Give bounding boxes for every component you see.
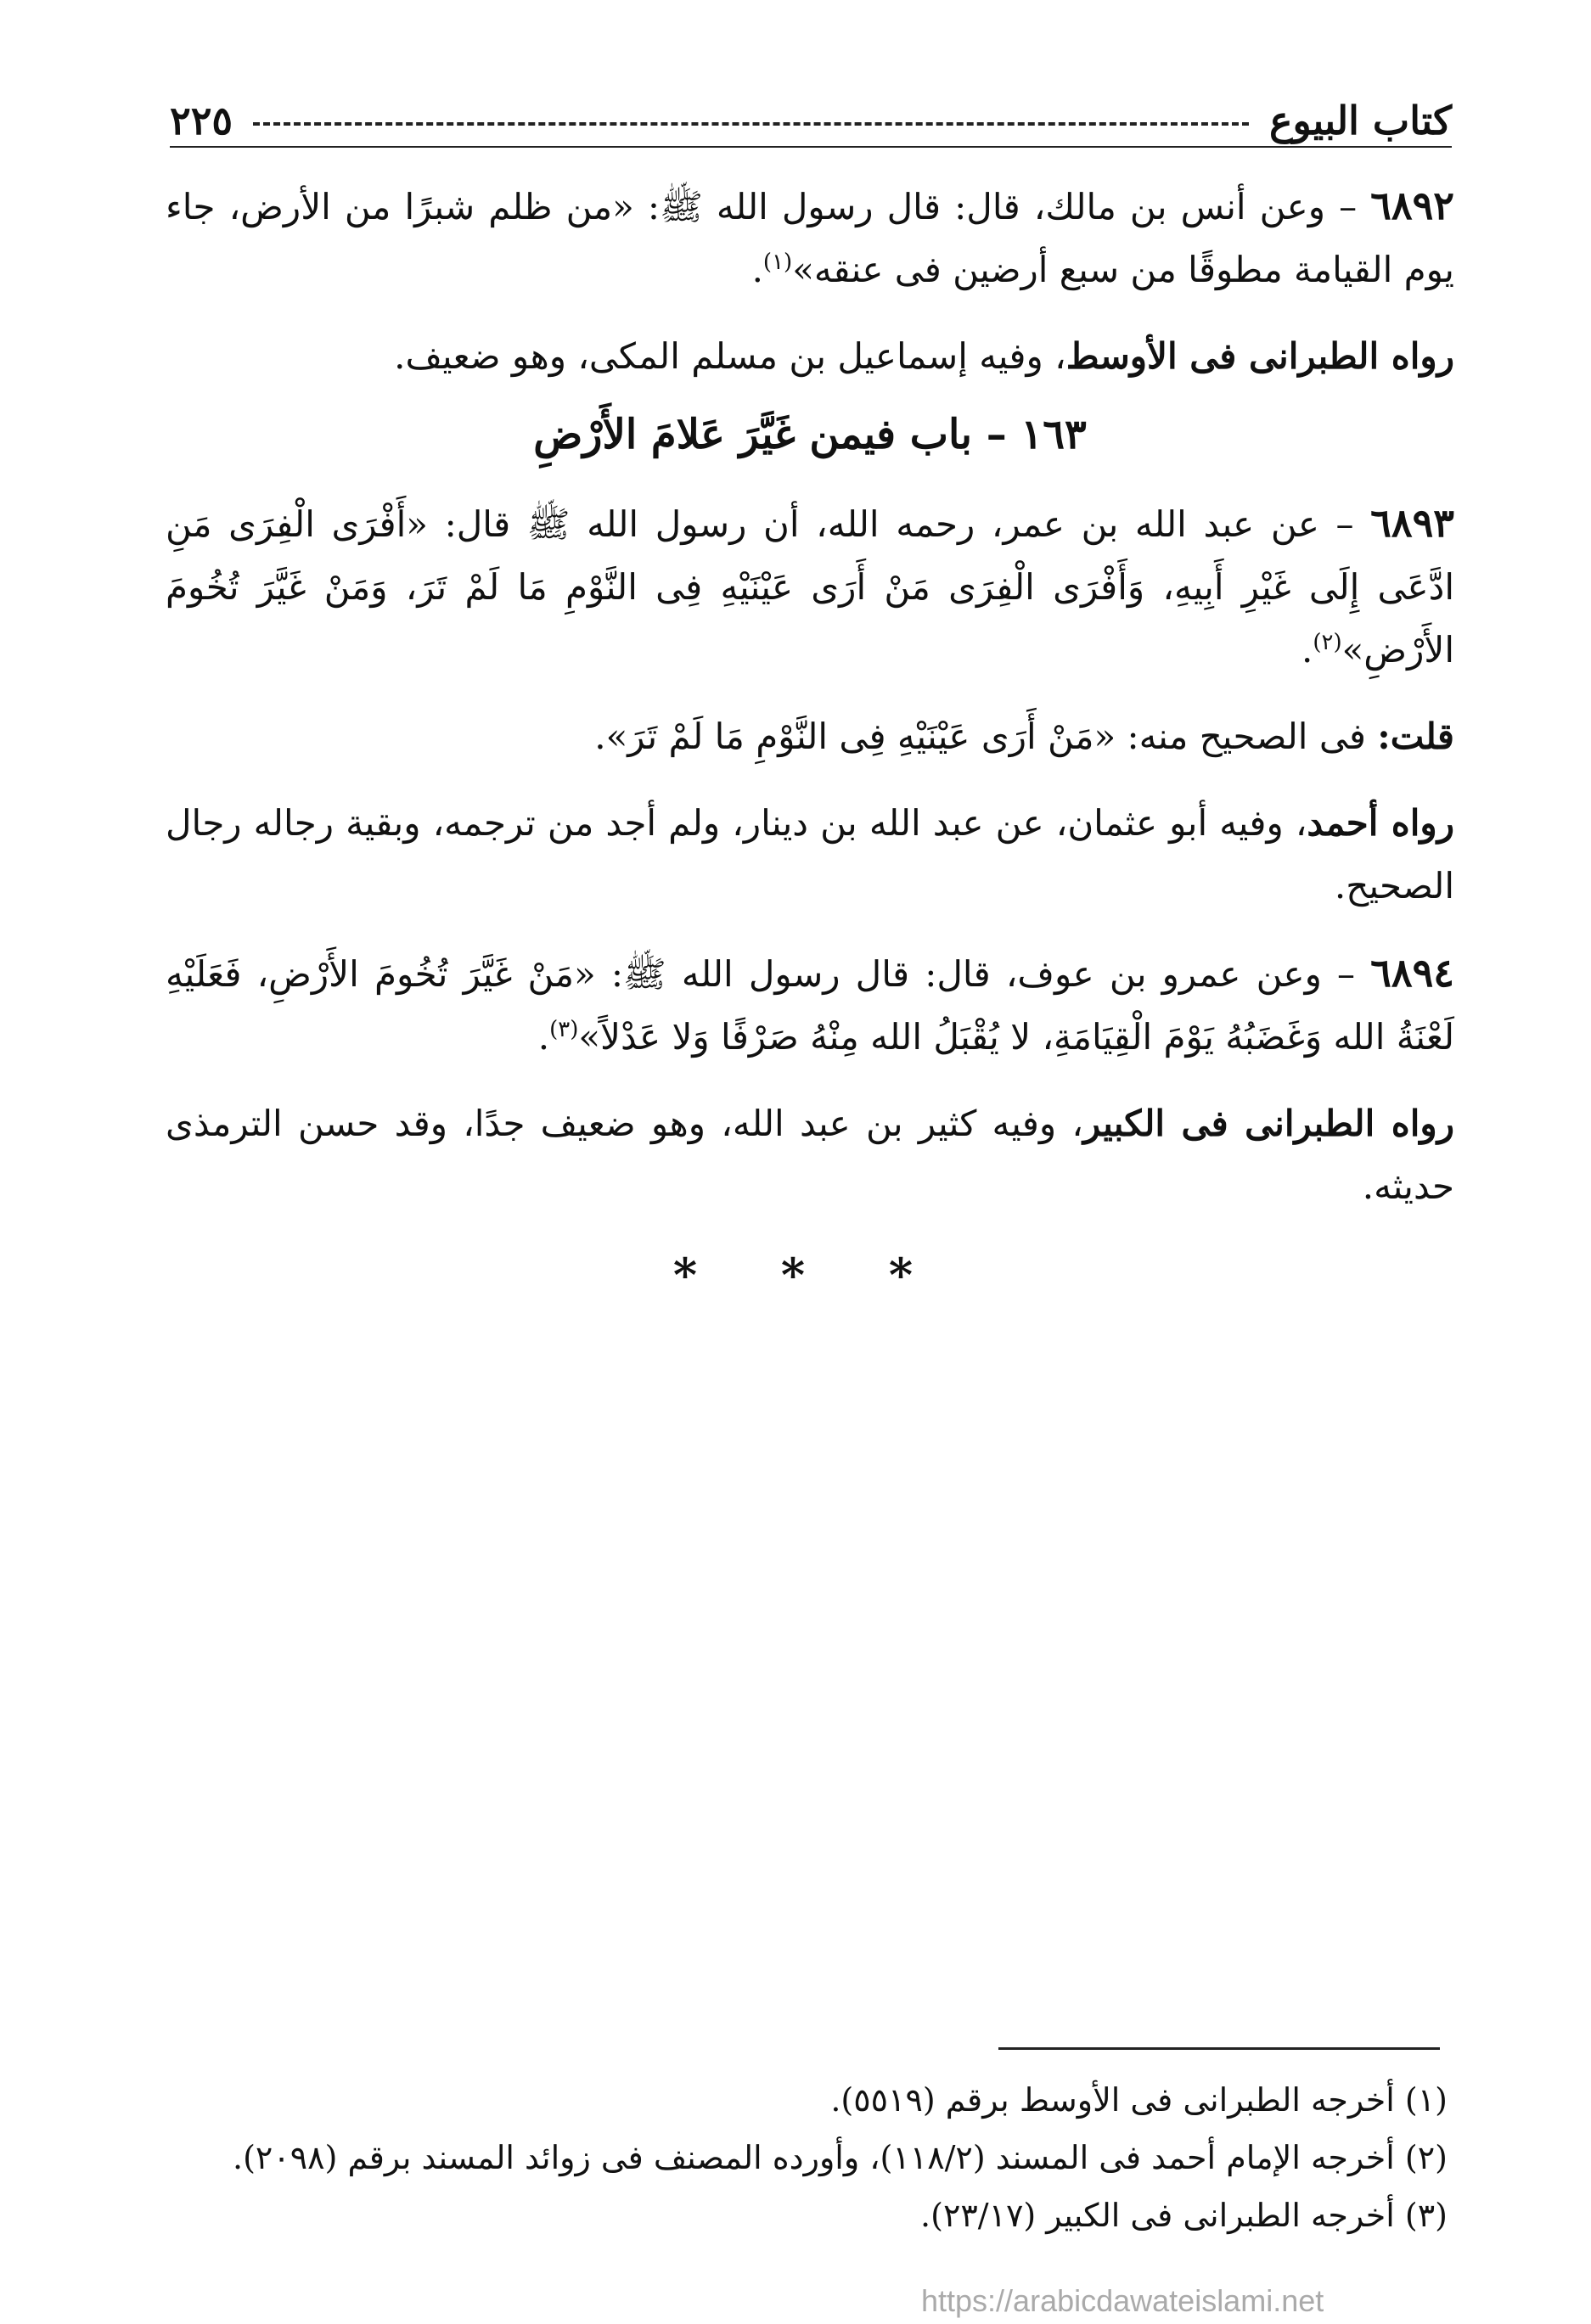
- page-number: ٢٢٥: [170, 98, 233, 143]
- footnote: (١) أخرجه الطبرانى فى الأوسط برقم (٥٥١٩).: [830, 2081, 1448, 2119]
- footnote-ref: (٣): [549, 1017, 579, 1042]
- page-header: [170, 95, 1452, 146]
- note-text: ، وفيه كثير بن عبد الله، وهو ضعيف جدًا، وقد حسن الترمذى حديثه.: [166, 1103, 1454, 1207]
- hadith-number: ٦٨٩٢: [1370, 182, 1454, 228]
- hadith-text: – وعن أنس بن مالك، قال: قال رسول الله ﷺ: «من ظلم شبرًا من الأرض، جاء يوم القيامة مطوقًا من سبع أرضين فى عنقه»: [166, 186, 1454, 290]
- narration-note: [166, 1092, 1454, 1218]
- footnote-ref: (٢): [1313, 630, 1342, 655]
- chapter-heading: ١٦٣ – باب فيمن غَيَّرَ عَلامَ الأَرْضِ: [533, 411, 1087, 458]
- narration-note: [166, 325, 1454, 388]
- narrator-source: رواه الطبرانى فى الأوسط: [1065, 335, 1454, 377]
- qult-label: قلت:: [1377, 716, 1454, 757]
- narrator-source: رواه أحمد: [1307, 802, 1454, 844]
- section-separator: * * *: [672, 1248, 947, 1302]
- hadith-number: ٦٨٩٣: [1370, 500, 1454, 546]
- sentence-end: .: [1301, 629, 1313, 671]
- hadith-text: – وعن عمرو بن عوف، قال: قال رسول الله ﷺ: «مَنْ غَيَّرَ تُخُومَ الأَرْضِ، فَعَلَيْهِ لَعْنَةُ الله وَغَضَبُهُ يَوْمَ الْقِيَامَةِ، لا يُقْبَلُ الله مِنْهُ صَرْفًا وَلا عَدْلاً»: [166, 953, 1454, 1058]
- sentence-end: .: [537, 1016, 550, 1058]
- page-body: [166, 174, 1454, 1306]
- header-rule: [170, 146, 1452, 148]
- hadith-text: – عن عبد الله بن عمر، رحمه الله، أن رسول الله ﷺ قال: «أَفْرَى الْفِرَى مَنِ ادَّعَى إِلَى غَيْرِ أَبِيهِ، وَأَفْرَى الْفِرَى مَنْ أَرَى عَيْنَيْهِ فِى النَّوْمِ مَا لَمْ تَرَ، وَمَنْ غَيَّرَ تُخُومَ الأَرْضِ»: [166, 503, 1454, 671]
- hadith-paragraph: [166, 174, 1454, 301]
- hadith-paragraph: [166, 941, 1454, 1069]
- note-text: ، وفيه أبو عثمان، عن عبد الله بن دينار، ولم أجد من ترجمه، وبقية رجاله رجال الصحيح.: [166, 802, 1454, 907]
- header-dash-line: [253, 122, 1249, 126]
- narrator-source: رواه الطبرانى فى الكبير: [1082, 1103, 1454, 1144]
- narration-note: [166, 792, 1454, 918]
- watermark-url: https://arabicdawateislami.net: [921, 2283, 1324, 2318]
- book-title: كتاب البيوع: [1269, 98, 1452, 143]
- footnote-ref: (١): [762, 250, 793, 275]
- hadith-number: ٦٨٩٤: [1370, 950, 1454, 996]
- footnote: (٣) أخرجه الطبرانى فى الكبير (٢٣/١٧).: [920, 2197, 1448, 2234]
- qult-paragraph: [166, 705, 1454, 768]
- footnote: (٢) أخرجه الإمام أحمد فى المسند (١١٨/٢)، وأورده المصنف فى زوائد المسند برقم (٢٠٩٨).: [233, 2139, 1448, 2176]
- note-text: ، وفيه إسماعيل بن مسلم المكى، وهو ضعيف.: [394, 335, 1066, 377]
- footnote-rule: [998, 2047, 1440, 2050]
- hadith-paragraph: [166, 491, 1454, 682]
- sentence-end: .: [751, 249, 763, 290]
- qult-text: فى الصحيح منه: «مَنْ أَرَى عَيْنَيْهِ فِى النَّوْمِ مَا لَمْ تَرَ».: [594, 716, 1378, 757]
- footnotes: [166, 2071, 1448, 2244]
